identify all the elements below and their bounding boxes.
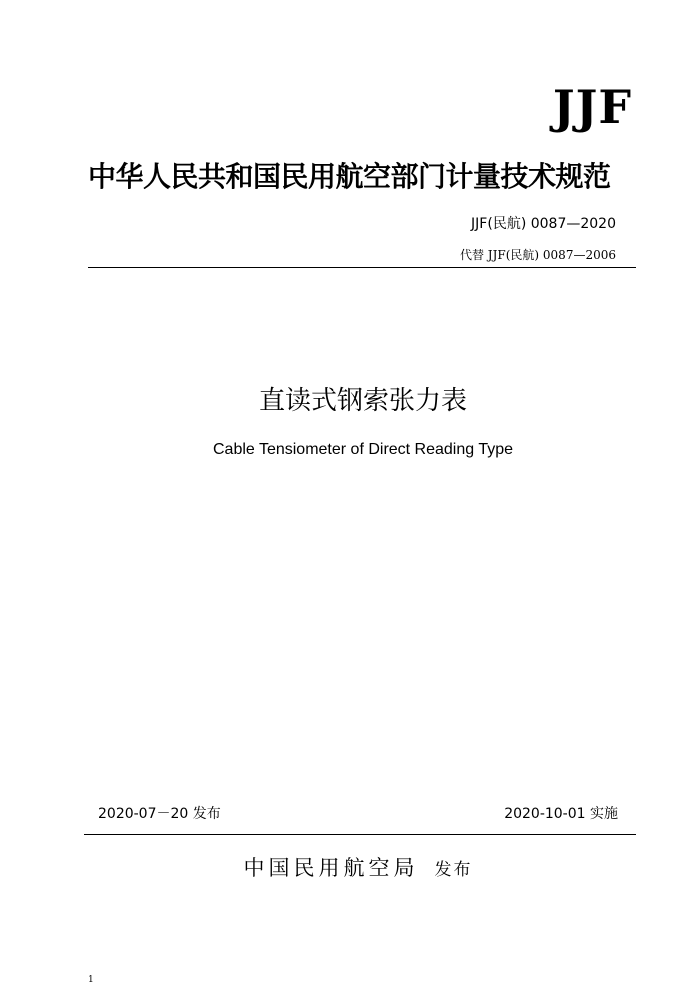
replaces-standard: 代替 JJF(民航) 0087—2006 [459, 248, 616, 262]
issuer-name: 中国民用航空局 [243, 856, 419, 880]
footer-divider [84, 834, 636, 835]
issuer-action: 发布 [434, 860, 473, 880]
document-title-english: Cable Tensiometer of Direct Reading Type [212, 441, 513, 458]
department-title: 中华人民共和国民用航空部门计量技术规范 [88, 160, 611, 193]
header-divider [88, 267, 636, 268]
issuer-line [0, 856, 700, 881]
page-number: 1 [88, 975, 94, 985]
jjf-logo: JJF [552, 80, 632, 134]
issue-date: 2020-07－20 发布 [98, 806, 221, 822]
document-title-chinese: 直读式钢索张力表 [258, 386, 467, 416]
implementation-date: 2020-10-01 实施 [504, 806, 618, 822]
standard-number: JJF(民航) 0087—2020 [471, 216, 616, 232]
